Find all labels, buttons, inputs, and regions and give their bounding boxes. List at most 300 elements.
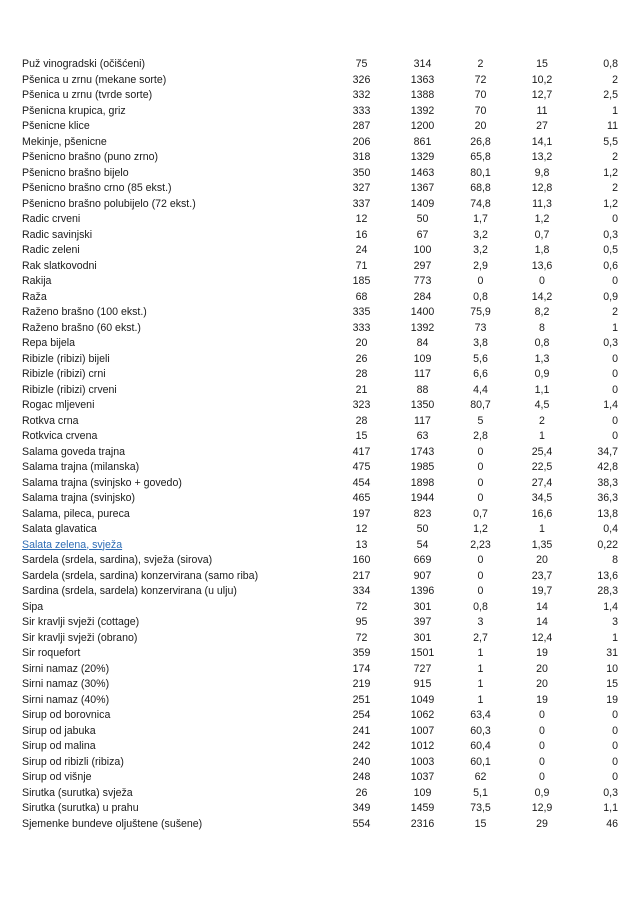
table-row [22, 817, 622, 833]
food-name-cell: Sirutka (surutka) svježa [22, 786, 133, 799]
table-row [22, 631, 622, 647]
value-cell: 19 [536, 693, 548, 706]
value-cell: 3 [612, 616, 618, 628]
value-cell: 861 [413, 135, 432, 148]
value-cell: 318 [352, 151, 371, 163]
value-cell: 297 [413, 259, 432, 272]
value-cell: 349 [352, 802, 371, 814]
value-cell: 1 [612, 321, 618, 334]
food-name-cell: Raženo brašno (60 ekst.) [22, 321, 141, 334]
value-cell: 0 [612, 275, 618, 287]
value-cell: 1400 [410, 306, 435, 318]
value-cell: 0,7 [534, 228, 550, 241]
value-cell: 0 [539, 709, 545, 721]
value-cell: 669 [413, 554, 432, 566]
table-row [22, 150, 622, 166]
value-cell: 80,7 [470, 399, 491, 411]
value-cell: 1,2 [473, 523, 488, 535]
table-row [22, 507, 622, 523]
value-cell: 68 [355, 290, 368, 303]
food-name-cell: Pšenicno brašno polubijelo (72 ekst.) [22, 197, 196, 210]
value-cell: 20 [536, 554, 548, 566]
table-row [22, 228, 622, 244]
value-cell: 72 [355, 631, 368, 644]
value-cell: 0,9 [603, 290, 618, 303]
table-row[interactable] [22, 538, 622, 554]
value-cell: 1062 [410, 709, 435, 721]
value-cell: 0 [477, 275, 484, 287]
value-cell: 65,8 [470, 151, 491, 163]
table-row [22, 88, 622, 104]
table-row [22, 770, 622, 786]
value-cell: 28,3 [597, 585, 618, 597]
value-cell: 185 [352, 275, 371, 287]
value-cell: 0 [612, 771, 618, 783]
value-cell: 28 [355, 414, 368, 427]
value-cell: 417 [352, 445, 371, 458]
food-name-cell: Salama trajna (svinjsko) [22, 492, 136, 504]
value-cell: 0,3 [603, 228, 618, 241]
value-cell: 60,4 [470, 740, 491, 752]
value-cell: 13,8 [597, 507, 618, 520]
value-cell: 1 [477, 662, 484, 675]
value-cell: 219 [352, 678, 371, 690]
value-cell: 0 [612, 430, 618, 442]
value-cell: 241 [352, 724, 371, 737]
value-cell: 16 [355, 228, 368, 241]
value-cell: 1049 [410, 693, 435, 706]
food-name-cell: Ribizle (ribizi) crni [22, 368, 106, 380]
value-cell: 25,4 [531, 445, 553, 458]
food-name-cell: Mekinje, pšenicne [22, 135, 107, 148]
value-cell: 4,5 [534, 399, 550, 411]
value-cell: 0,3 [603, 337, 618, 349]
food-name-cell: Salama goveda trajna [22, 445, 126, 458]
value-cell: 314 [413, 58, 432, 70]
value-cell: 1898 [410, 476, 435, 489]
value-cell: 1,8 [534, 244, 550, 256]
value-cell: 160 [352, 554, 371, 566]
value-cell: 1,2 [603, 197, 618, 210]
table-row [22, 786, 622, 802]
value-cell: 15 [474, 817, 487, 830]
value-cell: 14 [536, 600, 548, 613]
value-cell: 2 [612, 73, 618, 86]
value-cell: 0 [539, 275, 545, 287]
value-cell: 915 [413, 678, 432, 690]
value-cell: 174 [352, 662, 371, 675]
food-name-cell: Rak slatkovodni [22, 259, 97, 272]
value-cell: 397 [413, 616, 432, 628]
value-cell: 2 [477, 58, 484, 70]
table-row [22, 600, 622, 616]
value-cell: 19 [536, 647, 548, 659]
value-cell: 75,9 [470, 306, 491, 318]
value-cell: 26 [355, 786, 368, 799]
value-cell: 301 [413, 600, 432, 613]
value-cell: 12,8 [531, 182, 553, 194]
food-name-cell: Sirutka (surutka) u prahu [22, 802, 139, 814]
value-cell: 20 [474, 120, 487, 132]
value-cell: 4,4 [473, 383, 488, 396]
value-cell: 5,6 [473, 352, 488, 365]
value-cell: 5,5 [603, 135, 618, 148]
value-cell: 15 [536, 58, 548, 70]
value-cell: 75 [355, 58, 368, 70]
table-row [22, 646, 622, 662]
table-row [22, 445, 622, 461]
food-name-cell: Salata glavatica [22, 523, 97, 535]
value-cell: 0 [612, 709, 618, 721]
value-cell: 60,1 [470, 755, 491, 768]
value-cell: 2,23 [470, 538, 491, 551]
table-row [22, 274, 622, 290]
value-cell: 15 [606, 678, 618, 690]
value-cell: 2 [612, 182, 618, 194]
value-cell: 9,8 [534, 166, 550, 179]
value-cell: 70 [474, 89, 487, 101]
value-cell: 72 [355, 600, 368, 613]
value-cell: 13 [355, 538, 368, 551]
food-name-cell: Salama trajna (milanska) [22, 461, 140, 473]
value-cell: 0 [612, 368, 618, 380]
food-name-cell: Pšenicna krupica, griz [22, 104, 126, 117]
value-cell: 1367 [410, 182, 435, 194]
food-name-cell: Sir kravlji svježi (obrano) [22, 631, 138, 644]
food-name-cell: Sirup od ribizli (ribiza) [22, 755, 124, 768]
value-cell: 0,22 [597, 538, 618, 551]
value-cell: 1459 [410, 802, 435, 814]
value-cell: 12 [355, 213, 368, 225]
value-cell: 15 [355, 430, 368, 442]
food-name-cell: Rotkvica crvena [22, 430, 98, 442]
value-cell: 0,9 [534, 786, 550, 799]
value-cell: 12,7 [531, 89, 553, 101]
value-cell: 0 [612, 213, 618, 225]
value-cell: 1 [612, 631, 618, 644]
table-row [22, 212, 622, 228]
table-row [22, 739, 622, 755]
value-cell: 0 [477, 492, 484, 504]
value-cell: 1392 [410, 104, 435, 117]
value-cell: 63 [416, 430, 429, 442]
value-cell: 50 [416, 523, 429, 535]
table-row [22, 181, 622, 197]
value-cell: 0 [612, 383, 618, 396]
value-cell: 12 [355, 523, 368, 535]
value-cell: 13,6 [597, 569, 618, 582]
food-name-cell: Pšenicno brašno (puno zrno) [22, 151, 159, 163]
value-cell: 240 [352, 755, 371, 768]
table-row [22, 801, 622, 817]
food-name-link[interactable]: Salata zelena, svježa [22, 538, 123, 551]
value-cell: 0 [612, 414, 618, 427]
value-cell: 0 [539, 771, 545, 783]
value-cell: 34,5 [531, 492, 553, 504]
value-cell: 1 [477, 678, 484, 690]
food-name-cell: Sirni namaz (40%) [22, 693, 110, 706]
value-cell: 117 [414, 414, 431, 427]
value-cell: 254 [352, 709, 371, 721]
table-row [22, 104, 622, 120]
value-cell: 454 [352, 476, 371, 489]
food-name-cell: Salama, pileca, pureca [22, 507, 130, 520]
value-cell: 12,9 [531, 802, 553, 814]
food-name-cell: Sirni namaz (20%) [22, 662, 110, 675]
table-row [22, 57, 622, 73]
value-cell: 0 [477, 461, 484, 473]
table-row [22, 305, 622, 321]
food-name-cell: Ribizle (ribizi) crveni [22, 383, 117, 396]
nutrition-table-body [22, 57, 622, 832]
value-cell: 0,6 [603, 259, 618, 272]
value-cell: 1,3 [534, 352, 550, 365]
table-row [22, 615, 622, 631]
value-cell: 206 [352, 135, 371, 148]
table-row [22, 553, 622, 569]
value-cell: 2,8 [473, 430, 488, 442]
value-cell: 71 [355, 259, 368, 272]
value-cell: 42,8 [597, 461, 618, 473]
value-cell: 0 [477, 476, 484, 489]
value-cell: 34,7 [597, 445, 618, 458]
value-cell: 197 [352, 507, 371, 520]
value-cell: 248 [352, 771, 371, 783]
value-cell: 334 [352, 585, 371, 597]
value-cell: 68,8 [470, 182, 491, 194]
value-cell: 28 [355, 368, 368, 380]
value-cell: 2 [539, 414, 545, 427]
food-name-cell: Sardela (srdela, sardina) konzervirana (samo riba) [22, 569, 259, 582]
value-cell: 100 [413, 244, 432, 256]
value-cell: 0,8 [473, 600, 488, 613]
value-cell: 3,2 [473, 244, 488, 256]
value-cell: 1409 [410, 197, 435, 210]
value-cell: 359 [352, 647, 371, 659]
value-cell: 84 [416, 337, 429, 349]
value-cell: 1 [477, 693, 484, 706]
table-row [22, 569, 622, 585]
value-cell: 323 [352, 399, 371, 411]
value-cell: 73,5 [470, 802, 491, 814]
table-row [22, 197, 622, 213]
value-cell: 823 [413, 507, 432, 520]
value-cell: 0 [477, 445, 484, 458]
value-cell: 74,8 [470, 197, 491, 210]
table-row [22, 398, 622, 414]
food-name-cell: Rotkva crna [22, 414, 79, 427]
value-cell: 2,5 [603, 89, 618, 101]
food-name-cell: Sirup od borovnica [22, 709, 111, 721]
value-cell: 1363 [410, 73, 435, 86]
value-cell: 0 [539, 724, 545, 737]
value-cell: 350 [352, 166, 371, 179]
value-cell: 1350 [410, 399, 435, 411]
value-cell: 0 [477, 569, 484, 582]
value-cell: 333 [352, 104, 371, 117]
value-cell: 22,5 [531, 461, 553, 473]
value-cell: 1388 [410, 89, 435, 101]
food-name-cell: Sipa [22, 600, 44, 613]
value-cell: 332 [352, 89, 371, 101]
food-name-cell: Puž vinogradski (očišćeni) [22, 58, 146, 70]
value-cell: 333 [352, 321, 371, 334]
value-cell: 109 [413, 352, 432, 365]
value-cell: 6,6 [473, 368, 488, 380]
table-row [22, 724, 622, 740]
value-cell: 23,7 [531, 569, 553, 582]
value-cell: 0 [612, 352, 618, 365]
value-cell: 117 [414, 368, 431, 380]
value-cell: 0,8 [473, 290, 488, 303]
value-cell: 217 [352, 569, 371, 582]
value-cell: 20 [536, 678, 548, 690]
value-cell: 0,3 [603, 786, 618, 799]
value-cell: 242 [352, 740, 371, 752]
value-cell: 326 [352, 73, 371, 86]
value-cell: 24 [355, 244, 368, 256]
value-cell: 301 [413, 631, 432, 644]
table-row [22, 352, 622, 368]
food-name-cell: Pšenica u zrnu (mekane sorte) [22, 73, 167, 86]
value-cell: 3 [477, 616, 484, 628]
table-row [22, 135, 622, 151]
food-name-cell: Sirup od višnje [22, 771, 92, 783]
value-cell: 0 [477, 585, 484, 597]
value-cell: 19 [606, 693, 618, 706]
value-cell: 70 [474, 104, 487, 117]
value-cell: 13,2 [531, 151, 553, 163]
value-cell: 1463 [410, 166, 435, 179]
food-name-cell: Radic savinjski [22, 228, 93, 241]
value-cell: 1007 [410, 724, 435, 737]
value-cell: 2,9 [473, 259, 488, 272]
table-row [22, 429, 622, 445]
value-cell: 20 [355, 337, 368, 349]
food-name-cell: Radic zeleni [22, 244, 80, 256]
value-cell: 8,2 [534, 306, 550, 318]
value-cell: 0,4 [603, 523, 618, 535]
value-cell: 14 [536, 616, 548, 628]
food-name-cell: Sardina (srdela, sardela) konzervirana (u ulju) [22, 585, 237, 597]
value-cell: 0 [612, 740, 618, 752]
value-cell: 16,6 [531, 507, 553, 520]
food-name-cell: Sirni namaz (30%) [22, 678, 110, 690]
table-row [22, 336, 622, 352]
food-name-cell: Raženo brašno (100 ekst.) [22, 306, 147, 318]
table-row [22, 383, 622, 399]
value-cell: 1,4 [603, 399, 618, 411]
value-cell: 88 [416, 383, 429, 396]
table-row [22, 259, 622, 275]
value-cell: 1392 [410, 321, 435, 334]
table-row [22, 166, 622, 182]
value-cell: 1,4 [603, 600, 618, 613]
food-name-cell: Sardela (srdela, sardina), svježa (sirova) [22, 554, 213, 566]
value-cell: 8 [612, 554, 618, 566]
value-cell: 67 [416, 228, 429, 241]
value-cell: 1329 [410, 151, 435, 163]
food-name-cell: Raža [22, 290, 47, 303]
table-row [22, 321, 622, 337]
table-row [22, 290, 622, 306]
value-cell: 21 [355, 383, 368, 396]
value-cell: 287 [352, 120, 371, 132]
value-cell: 1396 [410, 585, 435, 597]
value-cell: 0 [612, 755, 618, 768]
value-cell: 26 [355, 352, 368, 365]
table-row [22, 522, 622, 538]
value-cell: 3,2 [473, 228, 488, 241]
value-cell: 11 [607, 120, 618, 132]
food-name-cell: Sirup od malina [22, 740, 96, 752]
value-cell: 26,8 [470, 135, 491, 148]
table-row [22, 693, 622, 709]
value-cell: 0 [612, 724, 618, 737]
table-row [22, 677, 622, 693]
value-cell: 1 [612, 104, 618, 117]
value-cell: 337 [352, 197, 371, 210]
food-name-cell: Sir roquefort [22, 647, 81, 659]
table-row [22, 367, 622, 383]
value-cell: 1 [539, 523, 545, 535]
table-row [22, 708, 622, 724]
value-cell: 1 [539, 430, 545, 442]
value-cell: 14,1 [531, 135, 553, 148]
value-cell: 19,7 [531, 585, 553, 597]
food-name-cell: Ribizle (ribizi) bijeli [22, 352, 110, 365]
value-cell: 54 [416, 538, 429, 551]
value-cell: 11,3 [532, 197, 552, 210]
food-name-cell: Radic crveni [22, 213, 81, 225]
value-cell: 0 [539, 755, 545, 768]
value-cell: 72 [474, 73, 487, 86]
value-cell: 73 [474, 321, 487, 334]
food-name-cell: Pšenicno brašno bijelo [22, 166, 129, 179]
value-cell: 10,2 [531, 73, 553, 86]
food-name-cell: Rogac mljeveni [22, 399, 95, 411]
value-cell: 1037 [410, 771, 435, 783]
value-cell: 95 [355, 616, 368, 628]
value-cell: 0,5 [603, 244, 618, 256]
value-cell: 2,7 [473, 631, 488, 644]
table-row [22, 73, 622, 89]
value-cell: 1003 [410, 755, 435, 768]
value-cell: 1 [477, 647, 484, 659]
value-cell: 13,6 [531, 259, 553, 272]
value-cell: 36,3 [597, 492, 618, 504]
food-name-cell: Repa bijela [22, 337, 76, 349]
value-cell: 109 [413, 786, 432, 799]
value-cell: 1501 [410, 647, 435, 659]
table-row [22, 584, 622, 600]
value-cell: 1944 [410, 492, 435, 504]
value-cell: 63,4 [470, 709, 491, 721]
table-row [22, 476, 622, 492]
value-cell: 62 [474, 771, 487, 783]
value-cell: 0,7 [473, 507, 488, 520]
value-cell: 1012 [410, 740, 435, 752]
food-name-cell: Pšenicno brašno crno (85 ekst.) [22, 182, 172, 194]
value-cell: 5 [477, 414, 484, 427]
food-name-cell: Sjemenke bundeve oljuštene (sušene) [22, 817, 203, 830]
value-cell: 60,3 [470, 724, 491, 737]
value-cell: 1200 [410, 120, 435, 132]
value-cell: 50 [416, 213, 429, 225]
value-cell: 46 [606, 817, 618, 830]
value-cell: 1,2 [534, 213, 550, 225]
value-cell: 1743 [410, 445, 435, 458]
